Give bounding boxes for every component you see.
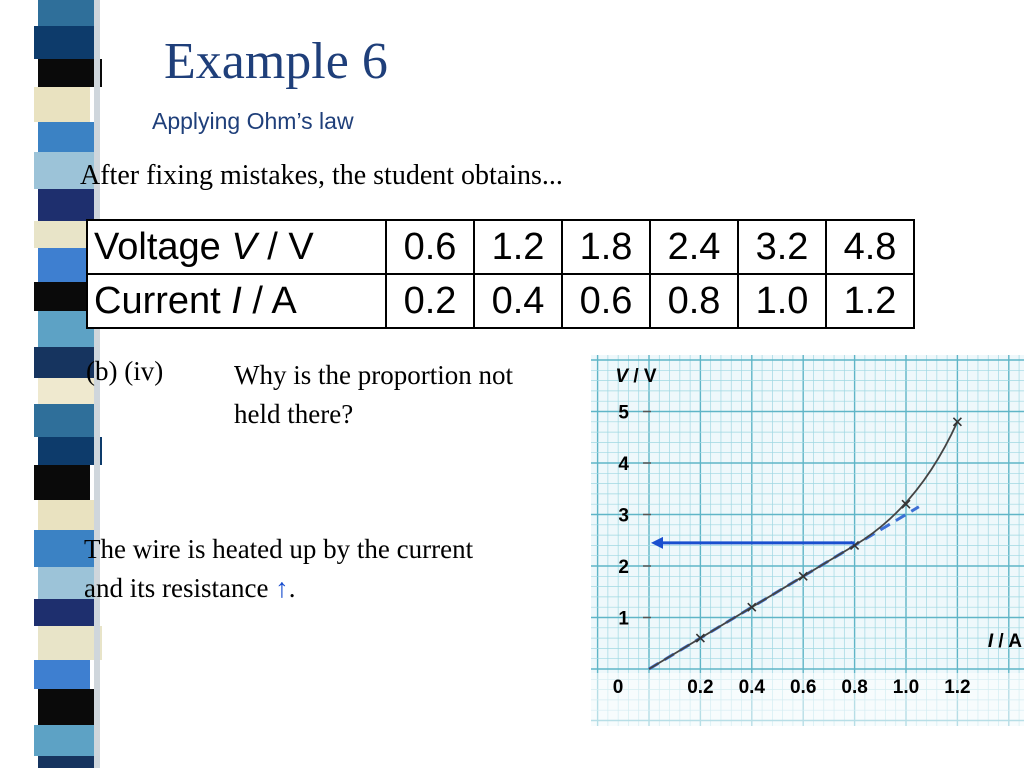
x-tick-label: 0.2 [687,677,714,698]
table-cell: 2.4 [650,220,738,274]
row-header-voltage [87,220,386,274]
stripe-block [34,725,98,756]
stripe-block [34,404,94,437]
voltage-current-graph [591,355,1024,726]
row-label: Current [94,279,232,322]
table-cell: 1.2 [826,274,914,328]
stripe-block [38,437,102,465]
stripe-block [34,221,94,248]
data-table [86,219,915,329]
stripe-block [38,0,94,26]
slide-subtitle: Applying Ohm’s law [152,108,354,134]
table-cell: 1.2 [474,220,562,274]
stripe-block [38,122,98,152]
up-arrow-icon: ↑ [275,573,289,603]
table-cell: 1.0 [738,274,826,328]
x-tick-label: 0.8 [841,677,868,698]
stripe-block [34,87,90,122]
question-text: Why is the proportion not held there? [234,360,513,429]
table-row-voltage [87,220,914,274]
x-axis-label: I / A [987,631,1022,652]
table-row-current [87,274,914,328]
row-unit: / V [256,225,314,268]
current-symbol: I [231,279,242,322]
stripe-block [34,660,90,689]
x-tick-label: 0.4 [738,677,766,698]
table-cell: 4.8 [826,220,914,274]
answer-period: . [288,573,296,603]
y-tick-label: 3 [618,505,629,527]
table-cell: 0.2 [386,274,474,328]
y-tick-label: 5 [618,402,629,424]
stripe-block [38,689,98,725]
stripe-block [38,626,102,660]
table-cell: 0.8 [650,274,738,328]
y-tick-label: 4 [618,454,629,475]
table-cell: 0.6 [562,274,650,328]
row-header-current [87,274,386,328]
stripe-block [38,756,94,768]
table-cell: 0.4 [474,274,562,328]
x-tick-label: 0.6 [789,677,817,698]
table-cell: 1.8 [562,220,650,274]
voltage-symbol: V [231,225,257,268]
question-label: (b) (iv) [86,356,164,386]
stripe-block [34,282,90,311]
answer-text [84,530,504,608]
y-tick-label: 2 [618,557,629,578]
row-label: Voltage [94,225,232,268]
stripe-block [34,465,90,500]
table-cell: 0.6 [386,220,474,274]
y-tick-label: 1 [618,608,629,630]
origin-label: 0 [612,677,624,698]
stripe-block [38,500,98,530]
intro-text: After fixing mistakes, the student obtains... [80,160,563,191]
stripe-block [34,26,94,59]
slide-title: Example 6 [164,33,388,90]
y-axis-label: V / V [615,366,657,387]
stripe-block [38,189,94,221]
row-unit: / A [241,279,297,322]
table-cell: 3.2 [738,220,826,274]
answer-sentence: The wire is heated up by the current and its resistance [84,534,474,603]
x-tick-label: 1.0 [892,677,920,698]
x-tick-label: 1.2 [944,677,971,698]
stripe-block [38,59,102,87]
